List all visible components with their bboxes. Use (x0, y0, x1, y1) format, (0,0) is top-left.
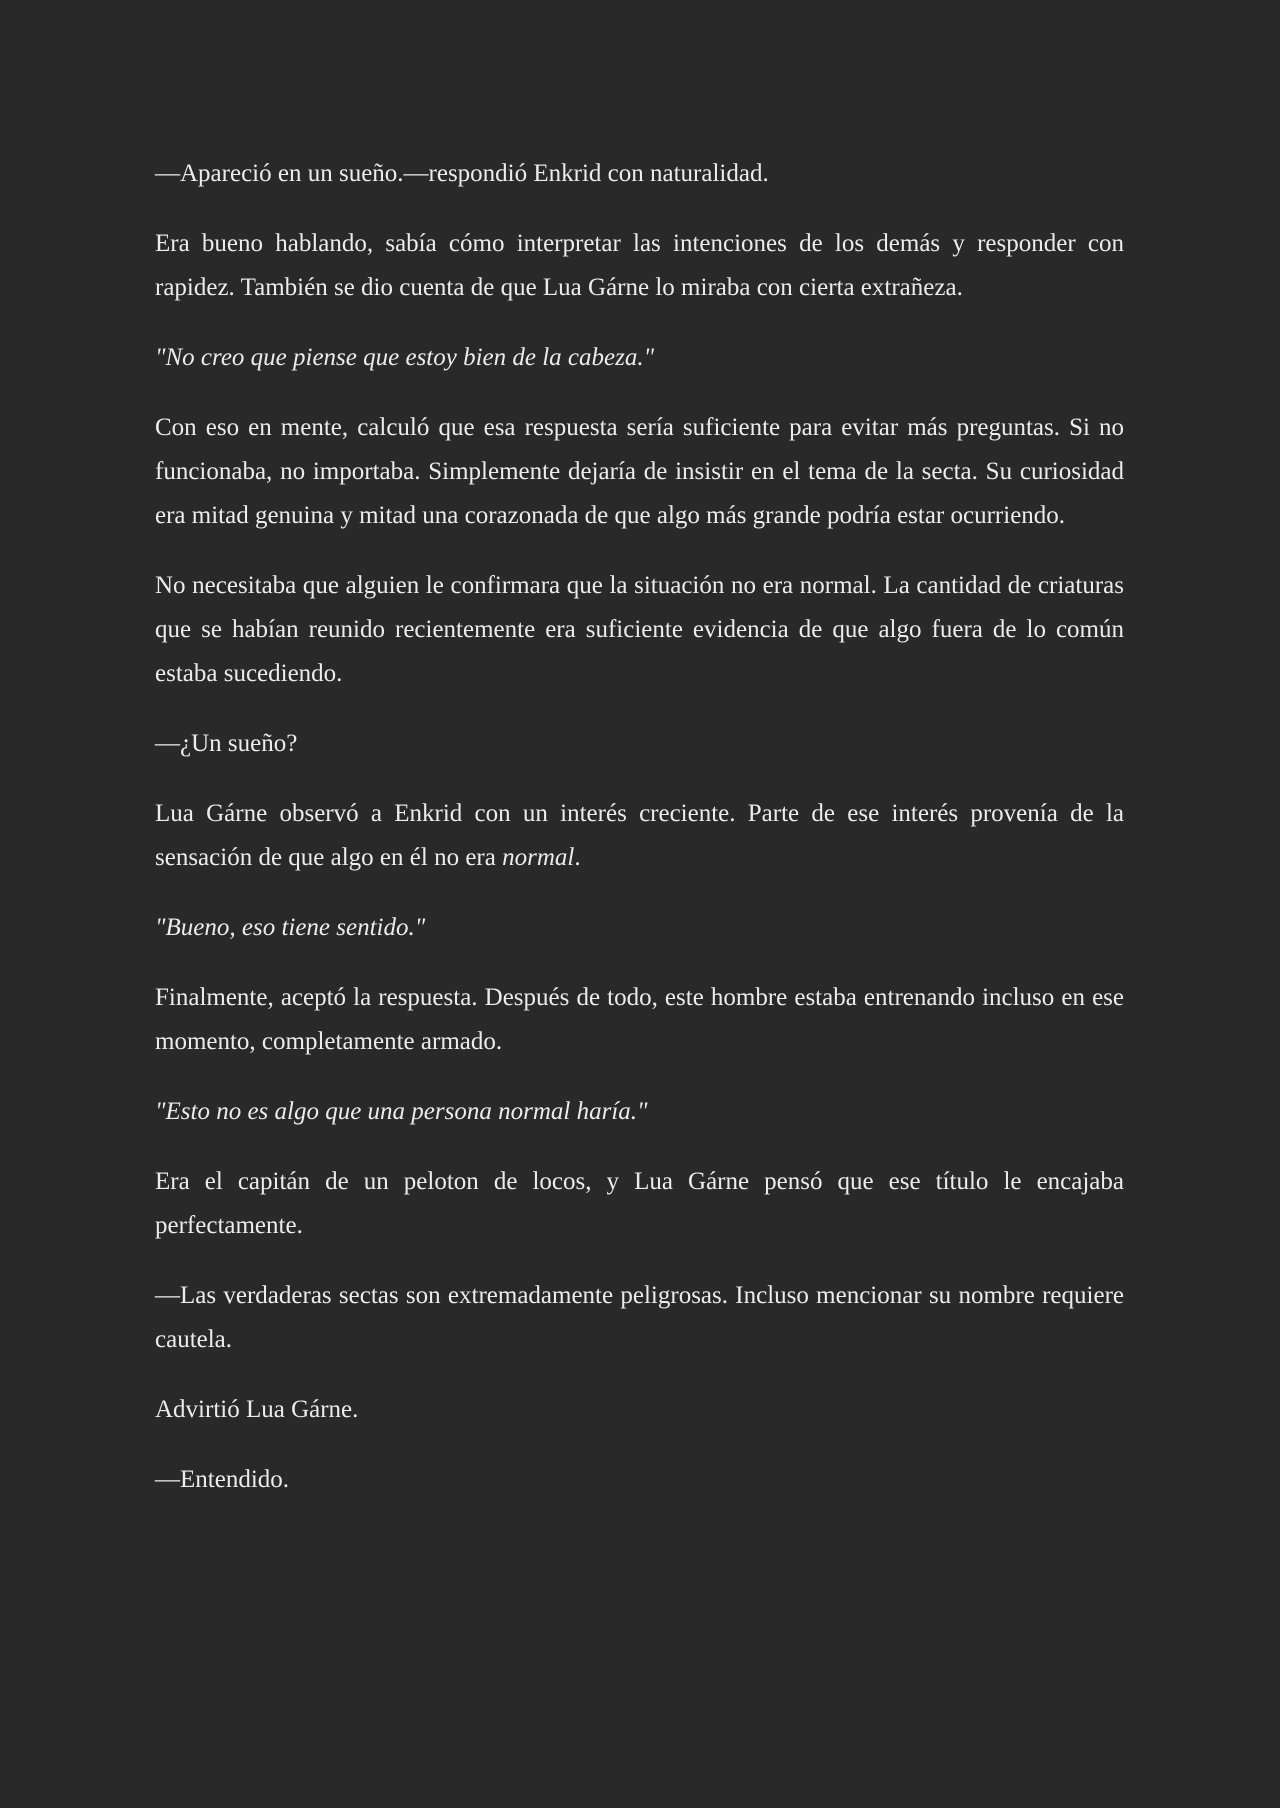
paragraph-narration: Finalmente, aceptó la respuesta. Después de todo, este hombre estaba entrenando incluso en ese momento, completamente armado. (155, 984, 1124, 1055)
paragraph-thought: "No creo que piense que estoy bien de la cabeza." (155, 344, 655, 371)
paragraph-dialogue: —Apareció en un sueño.—respondió Enkrid con naturalidad. (155, 160, 769, 187)
paragraph-text: Lua Gárne observó a Enkrid con un interés creciente. Parte de ese interés provenía de la sensación de que algo en él no era (155, 800, 1124, 871)
paragraph-narration (155, 792, 1124, 880)
emphasized-word: normal (502, 844, 575, 871)
paragraph-narration: Con eso en mente, calculó que esa respuesta sería suficiente para evitar más preguntas. Si no funcionaba, no importaba. Simplemente dejaría de insistir en el tema de la secta. Su curiosidad era mitad genuina y mitad una corazonada de que algo más grande podría estar ocurriendo. (155, 414, 1124, 529)
paragraph-narration: Era bueno hablando, sabía cómo interpretar las intenciones de los demás y responder con rapidez. También se dio cuenta de que Lua Gárne lo miraba con cierta extrañeza. (155, 230, 1124, 301)
chapter-text (155, 152, 1124, 1528)
paragraph-text-end: . (574, 844, 581, 871)
paragraph-narration: Advirtió Lua Gárne. (155, 1396, 359, 1423)
paragraph-narration: Era el capitán de un peloton de locos, y Lua Gárne pensó que ese título le encajaba perfectamente. (155, 1168, 1124, 1239)
paragraph-thought: "Esto no es algo que una persona normal haría." (155, 1098, 648, 1125)
paragraph-dialogue: —Las verdaderas sectas son extremadamente peligrosas. Incluso mencionar su nombre requiere cautela. (155, 1282, 1124, 1353)
paragraph-narration: No necesitaba que alguien le confirmara que la situación no era normal. La cantidad de criaturas que se habían reunido recientemente era suficiente evidencia de que algo fuera de lo común estaba sucediendo. (155, 572, 1124, 687)
paragraph-thought: "Bueno, eso tiene sentido." (155, 914, 426, 941)
paragraph-dialogue: —¿Un sueño? (155, 730, 298, 757)
paragraph-dialogue: —Entendido. (155, 1466, 290, 1493)
